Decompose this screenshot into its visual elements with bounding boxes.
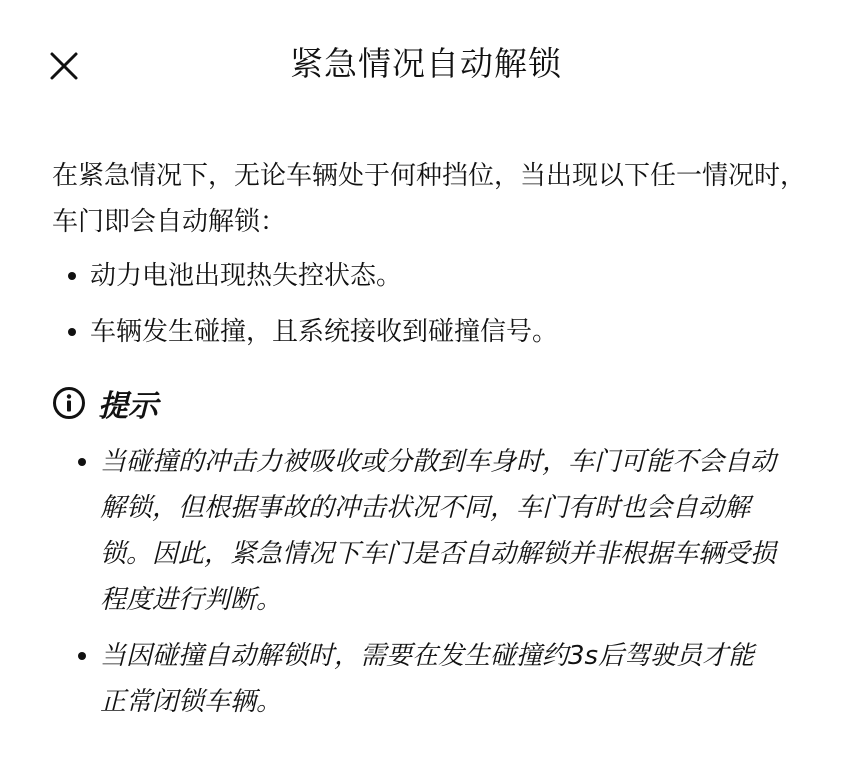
tip-title: 提示 <box>98 389 158 424</box>
tip-text: 当碰撞的冲击力被吸收或分散到车身时，车门可能不会自动解锁，但根据事故的冲击状况不同，车门有时也会自动解锁。因此，紧急情况下车门是否自动解锁并非根据车辆受损程度进行判断。 <box>100 447 777 615</box>
tip-header <box>52 379 812 427</box>
tip-text: 当因碰撞自动解锁时，需要在发生碰撞约3s后驾驶员才能正常闭锁车辆。 <box>100 641 755 717</box>
list-item <box>52 253 812 299</box>
bullet-dot <box>78 458 86 466</box>
list-item <box>52 439 780 623</box>
header-bar <box>0 0 852 130</box>
tip-list <box>52 439 812 725</box>
condition-text: 动力电池出现热失控状态。 <box>90 261 403 291</box>
intro-text: 在紧急情况下，无论车辆处于何种挡位，当出现以下任一情况时，车门即会自动解锁： <box>52 161 807 237</box>
condition-text: 车辆发生碰撞，且系统接收到碰撞信号。 <box>90 317 559 347</box>
condition-list <box>52 253 812 355</box>
list-item <box>52 633 780 725</box>
info-icon <box>52 386 86 420</box>
page-title: 紧急情况自动解锁 <box>290 44 562 83</box>
bullet-dot <box>68 328 76 336</box>
bullet-dot <box>68 272 76 280</box>
main-content <box>52 153 812 735</box>
list-item <box>52 309 812 355</box>
bullet-dot <box>78 652 86 660</box>
